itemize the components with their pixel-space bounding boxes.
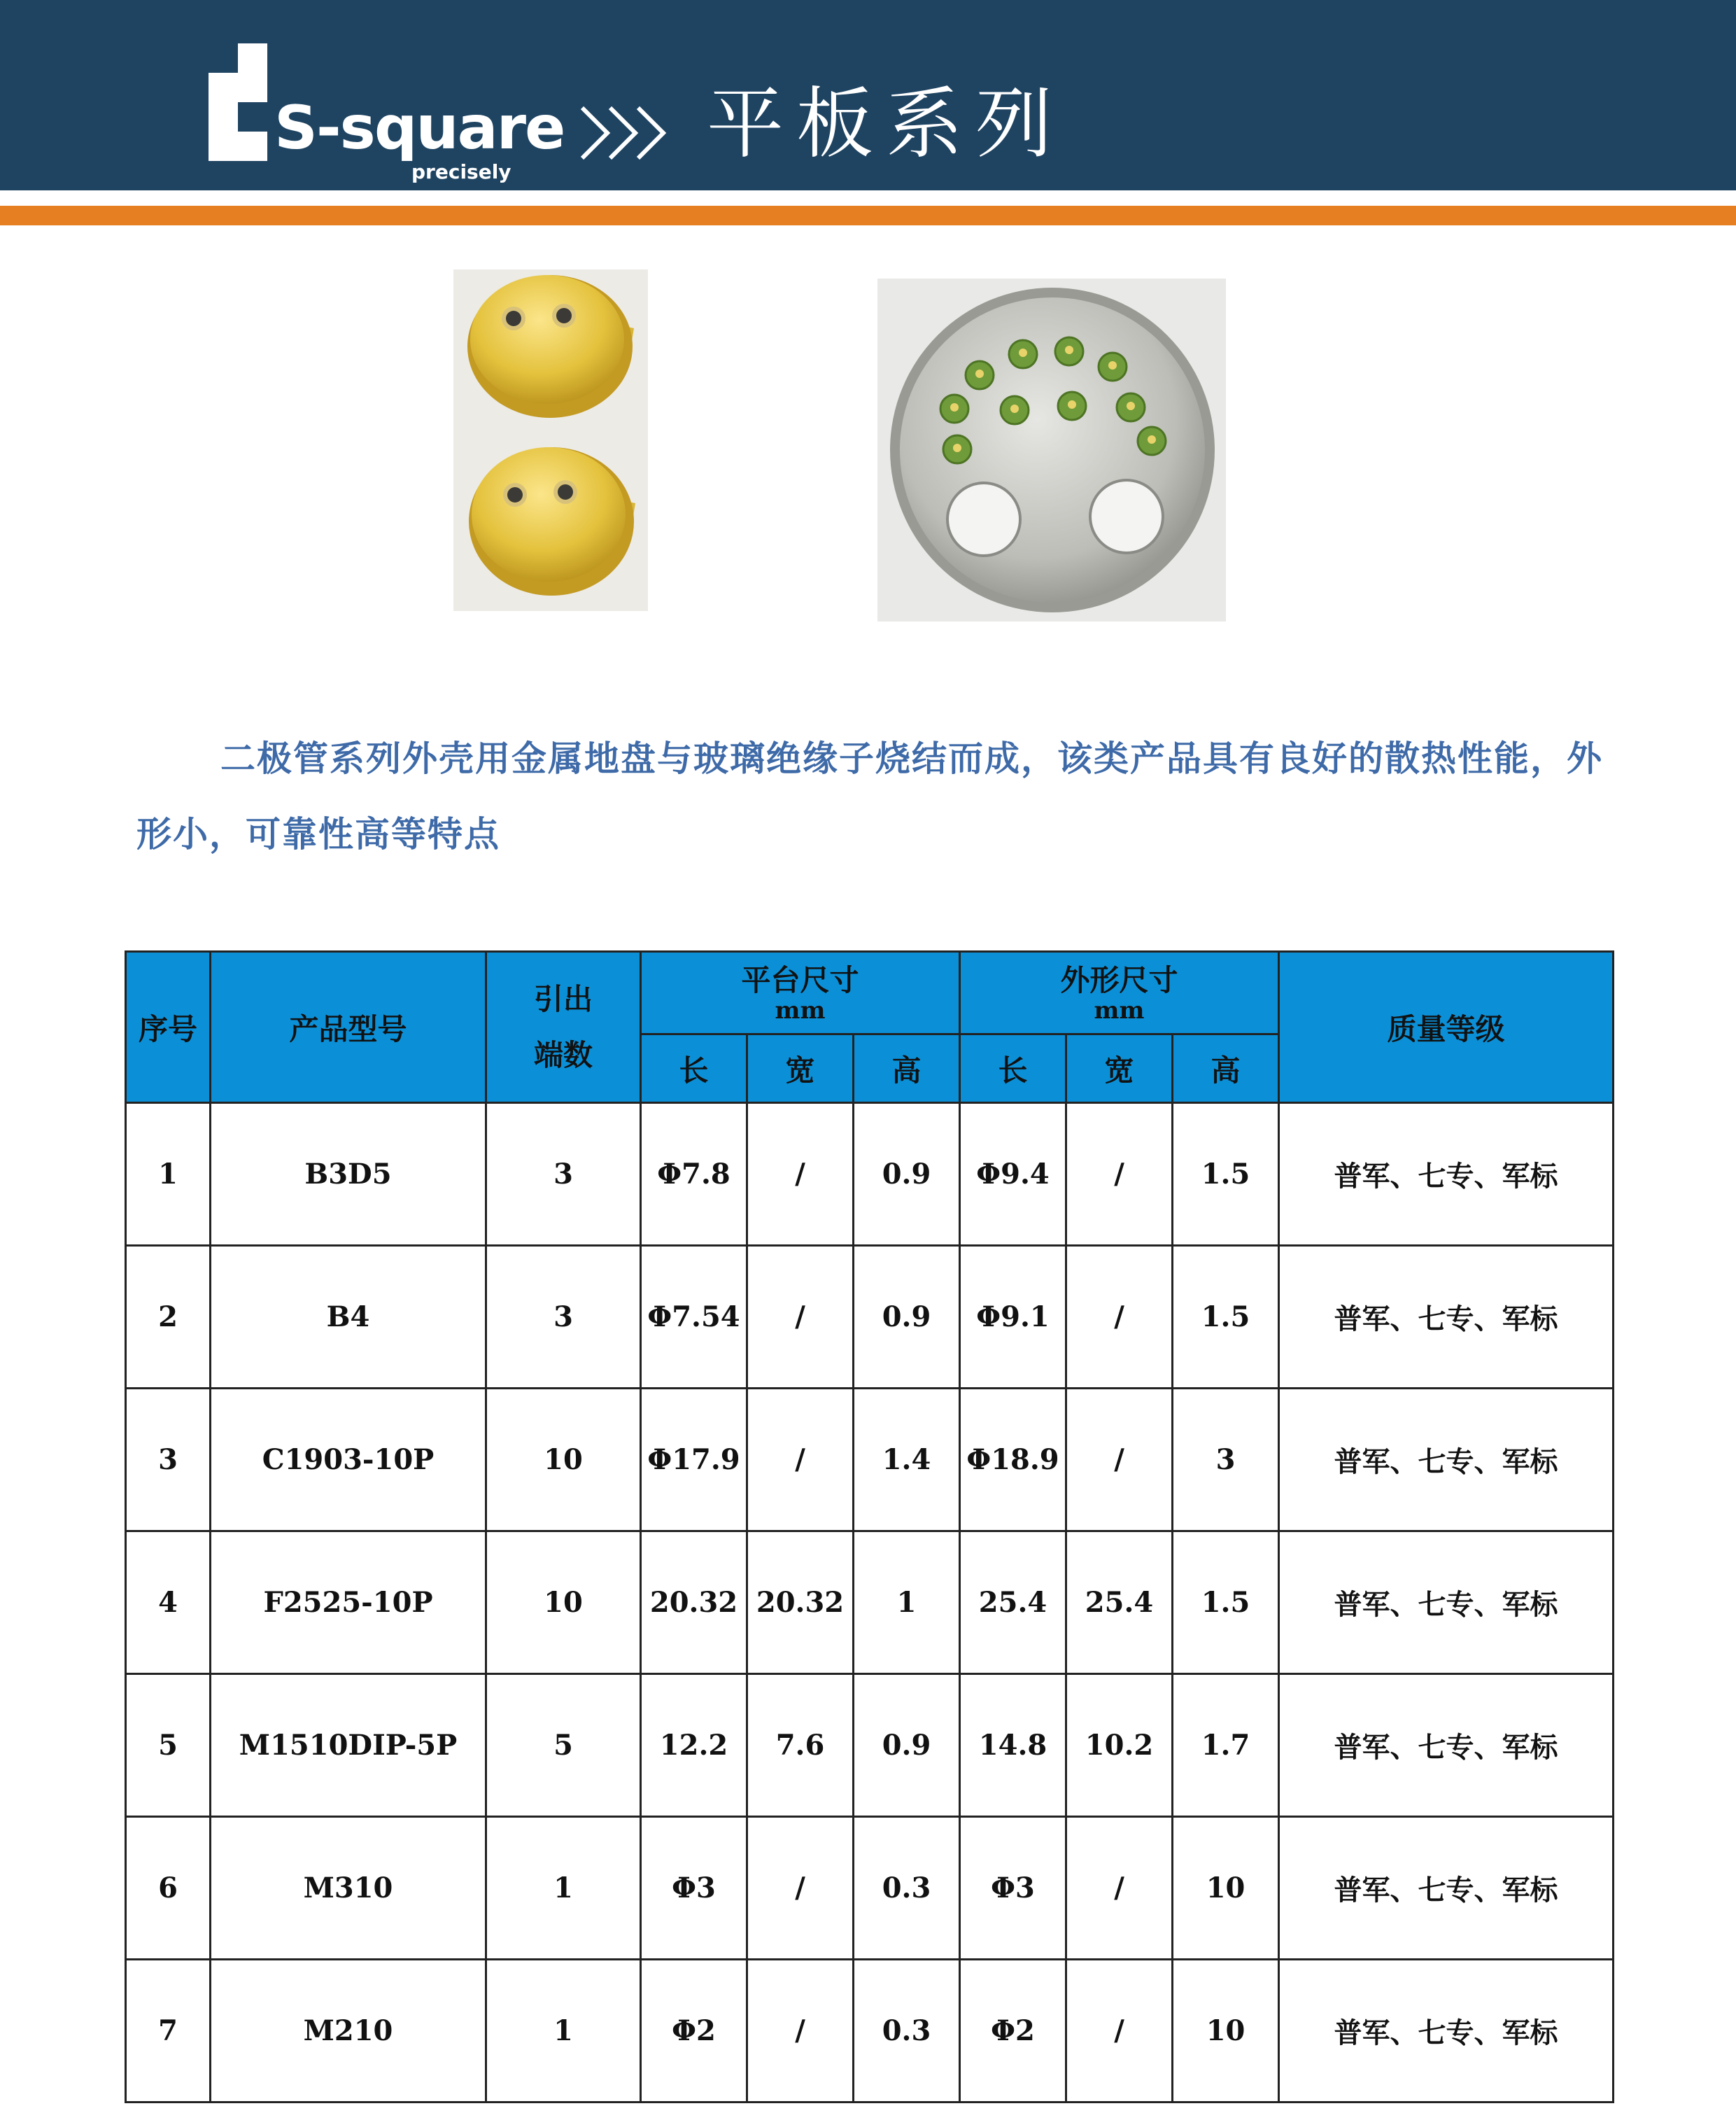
platform-label: 平台尺寸 xyxy=(741,962,859,997)
cell-pins: 3 xyxy=(486,1246,641,1389)
cell-platform-height: 0.3 xyxy=(854,1960,960,2103)
cell-index: 5 xyxy=(126,1674,211,1817)
cell-index: 3 xyxy=(126,1389,211,1531)
cell-outline-length: Φ9.1 xyxy=(960,1246,1066,1389)
header-bar xyxy=(0,0,1736,190)
cell-model: M310 xyxy=(211,1817,486,1960)
cell-index: 2 xyxy=(126,1246,211,1389)
cell-platform-width: 7.6 xyxy=(747,1674,854,1817)
cell-grade: 普军、七专、军标 xyxy=(1279,1103,1614,1246)
cell-outline-width: / xyxy=(1066,1960,1173,2103)
cell-model: C1903-10P xyxy=(211,1389,486,1531)
cell-platform-width: / xyxy=(747,1246,854,1389)
cell-outline-length: Φ18.9 xyxy=(960,1389,1066,1531)
cell-model: B4 xyxy=(211,1246,486,1389)
table-row xyxy=(126,1103,1614,1246)
brand-name: S-square xyxy=(274,93,565,163)
cell-grade: 普军、七专、军标 xyxy=(1279,1246,1614,1389)
cell-outline-length: Φ2 xyxy=(960,1960,1066,2103)
cell-pins: 10 xyxy=(486,1531,641,1674)
cell-pins: 5 xyxy=(486,1674,641,1817)
cell-outline-width: / xyxy=(1066,1817,1173,1960)
cell-grade: 普军、七专、军标 xyxy=(1279,1531,1614,1674)
cell-outline-length: Φ9.4 xyxy=(960,1103,1066,1246)
cell-grade: 普军、七专、军标 xyxy=(1279,1389,1614,1531)
cell-model: M210 xyxy=(211,1960,486,2103)
cell-platform-length: Φ17.9 xyxy=(641,1389,747,1531)
platform-height-header: 高 xyxy=(854,1034,960,1103)
cell-outline-height: 10 xyxy=(1173,1817,1279,1960)
cell-platform-width: / xyxy=(747,1960,854,2103)
cell-platform-height: 1.4 xyxy=(854,1389,960,1531)
cell-pins: 1 xyxy=(486,1960,641,2103)
accent-divider xyxy=(0,206,1736,225)
table-row xyxy=(126,1389,1614,1531)
series-title: 平板系列 xyxy=(707,79,1065,169)
col-index-header: 序号 xyxy=(126,952,211,1103)
table-row xyxy=(126,1531,1614,1674)
cell-platform-height: 1 xyxy=(854,1531,960,1674)
cell-platform-width: / xyxy=(747,1817,854,1960)
outline-width-header: 宽 xyxy=(1066,1034,1173,1103)
cell-model: M1510DIP-5P xyxy=(211,1674,486,1817)
cell-platform-length: Φ7.8 xyxy=(641,1103,747,1246)
cell-outline-height: 1.5 xyxy=(1173,1246,1279,1389)
outline-length-header: 长 xyxy=(960,1034,1066,1103)
cell-platform-height: 0.9 xyxy=(854,1674,960,1817)
brand-tagline: precisely xyxy=(411,160,511,183)
cell-platform-width: 20.32 xyxy=(747,1531,854,1674)
cell-model: B3D5 xyxy=(211,1103,486,1246)
table-row xyxy=(126,1674,1614,1817)
cell-outline-width: / xyxy=(1066,1389,1173,1531)
col-grade-header: 质量等级 xyxy=(1279,952,1614,1103)
platform-length-header: 长 xyxy=(641,1034,747,1103)
table-row xyxy=(126,1817,1614,1960)
col-platform-header xyxy=(641,952,960,1034)
cell-outline-height: 1.7 xyxy=(1173,1674,1279,1817)
cell-outline-width: 25.4 xyxy=(1066,1531,1173,1674)
series-description: 二极管系列外壳用金属地盘与玻璃绝缘子烧结而成，该类产品具有良好的散热性能，外形小，可靠性高等特点 xyxy=(136,738,1603,855)
cell-index: 6 xyxy=(126,1817,211,1960)
col-outline-header xyxy=(960,952,1279,1034)
cell-index: 7 xyxy=(126,1960,211,2103)
platform-unit: mm xyxy=(775,996,826,1025)
cell-platform-height: 0.9 xyxy=(854,1246,960,1389)
cell-outline-length: 14.8 xyxy=(960,1674,1066,1817)
cell-platform-height: 0.9 xyxy=(854,1103,960,1246)
cell-outline-height: 10 xyxy=(1173,1960,1279,2103)
cell-platform-length: Φ7.54 xyxy=(641,1246,747,1389)
cell-outline-length: Φ3 xyxy=(960,1817,1066,1960)
cell-platform-length: 20.32 xyxy=(641,1531,747,1674)
cell-pins: 3 xyxy=(486,1103,641,1246)
cell-pins: 10 xyxy=(486,1389,641,1531)
cell-outline-length: 25.4 xyxy=(960,1531,1066,1674)
table-row xyxy=(126,1246,1614,1389)
cell-outline-height: 1.5 xyxy=(1173,1531,1279,1674)
cell-platform-length: Φ2 xyxy=(641,1960,747,2103)
cell-model: F2525-10P xyxy=(211,1531,486,1674)
platform-width-header: 宽 xyxy=(747,1034,854,1103)
cell-platform-width: / xyxy=(747,1103,854,1246)
outline-height-header: 高 xyxy=(1173,1034,1279,1103)
cell-pins: 1 xyxy=(486,1817,641,1960)
cell-outline-height: 3 xyxy=(1173,1389,1279,1531)
spec-table xyxy=(125,950,1614,2103)
cell-outline-width: / xyxy=(1066,1103,1173,1246)
outline-label: 外形尺寸 xyxy=(1060,962,1178,997)
cell-index: 1 xyxy=(126,1103,211,1246)
col-pins-label: 引出端数 xyxy=(533,981,593,1072)
cell-outline-height: 1.5 xyxy=(1173,1103,1279,1246)
chevron-right-icon xyxy=(579,105,670,161)
outline-unit: mm xyxy=(1094,996,1145,1025)
cell-grade: 普军、七专、军标 xyxy=(1279,1817,1614,1960)
cell-platform-length: 12.2 xyxy=(641,1674,747,1817)
col-pins-header xyxy=(486,952,641,1103)
cell-platform-height: 0.3 xyxy=(854,1817,960,1960)
s-square-logo-icon xyxy=(0,0,280,190)
table-row xyxy=(126,1960,1614,2103)
gold-diode-packages-photo xyxy=(453,269,648,611)
col-model-header: 产品型号 xyxy=(211,952,486,1103)
cell-grade: 普军、七专、军标 xyxy=(1279,1674,1614,1817)
cell-outline-width: / xyxy=(1066,1246,1173,1389)
cell-platform-width: / xyxy=(747,1389,854,1531)
cell-platform-length: Φ3 xyxy=(641,1817,747,1960)
cell-index: 4 xyxy=(126,1531,211,1674)
steel-header-10-pin-photo xyxy=(877,279,1226,622)
cell-outline-width: 10.2 xyxy=(1066,1674,1173,1817)
cell-grade: 普军、七专、军标 xyxy=(1279,1960,1614,2103)
